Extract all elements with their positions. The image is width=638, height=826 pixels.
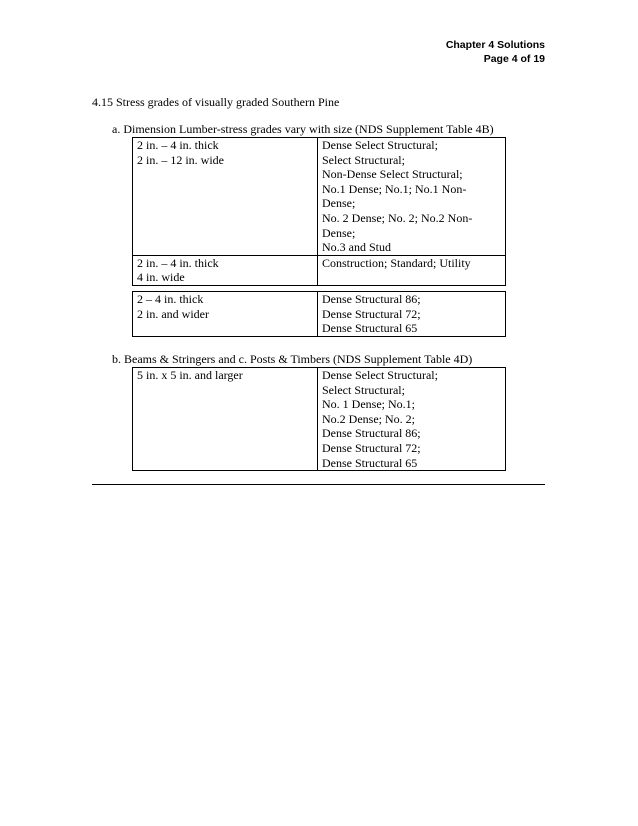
table-row: [133, 368, 506, 471]
grade-line: Dense Structural 65: [322, 455, 418, 470]
grade-line: No.2 Dense; No. 2;: [322, 411, 415, 426]
grade-line: Dense Structural 72;: [322, 306, 421, 321]
grades-cell: [318, 138, 506, 256]
dense-structural-table: [132, 291, 506, 337]
beams-posts-table: [132, 367, 506, 471]
grade-line: Dense;: [322, 225, 356, 240]
table-row: [133, 138, 506, 256]
grade-line: Select Structural;: [322, 382, 405, 397]
size-cell: [133, 368, 318, 471]
grade-line: Construction; Standard; Utility: [322, 255, 471, 270]
grade-line: No.3 and Stud: [322, 240, 391, 255]
size-line: 2 in. – 4 in. thick: [137, 255, 219, 270]
size-line: 4 in. wide: [137, 270, 185, 285]
grade-line: Dense Structural 72;: [322, 440, 421, 455]
part-b-label: b. Beams & Stringers and c. Posts & Timbers (NDS Supplement Table 4D): [112, 352, 473, 366]
size-cell: [133, 138, 318, 256]
table-row: [133, 292, 506, 337]
size-line: 5 in. x 5 in. and larger: [137, 368, 243, 382]
part-a-label: a. Dimension Lumber-stress grades vary with size (NDS Supplement Table 4B): [112, 122, 494, 136]
problem-heading: 4.15 Stress grades of visually graded Southern Pine: [92, 95, 340, 109]
table-row: [133, 255, 506, 285]
size-line: 2 in. and wider: [137, 306, 209, 321]
grade-line: Select Structural;: [322, 152, 405, 167]
grade-line: No.1 Dense; No.1; No.1 Non-: [322, 181, 467, 196]
size-cell: [133, 255, 318, 285]
chapter-title: Chapter 4 Solutions: [445, 39, 545, 51]
grade-line: Non-Dense Select Structural;: [322, 167, 463, 182]
size-cell: [133, 292, 318, 337]
size-line: 2 – 4 in. thick: [137, 292, 204, 306]
size-line: 2 in. – 12 in. wide: [137, 152, 224, 167]
grades-cell: [318, 255, 506, 285]
grade-line: No. 2 Dense; No. 2; No.2 Non-: [322, 210, 473, 225]
page-header: [446, 38, 545, 66]
grade-line: Dense Select Structural;: [322, 138, 438, 152]
size-line: 2 in. – 4 in. thick: [137, 138, 219, 152]
grade-line: Dense Structural 65: [322, 321, 418, 336]
grade-line: No. 1 Dense; No.1;: [322, 397, 415, 412]
page-number: Page 4 of 19: [483, 53, 545, 65]
grade-line: Dense Select Structural;: [322, 368, 438, 382]
grade-line: Dense Structural 86;: [322, 426, 421, 441]
grade-line: Dense;: [322, 196, 356, 211]
grades-cell: [318, 368, 506, 471]
section-divider: [92, 484, 545, 485]
grade-line: Dense Structural 86;: [322, 292, 421, 306]
dimension-lumber-table: [132, 137, 506, 286]
grades-cell: [318, 292, 506, 337]
